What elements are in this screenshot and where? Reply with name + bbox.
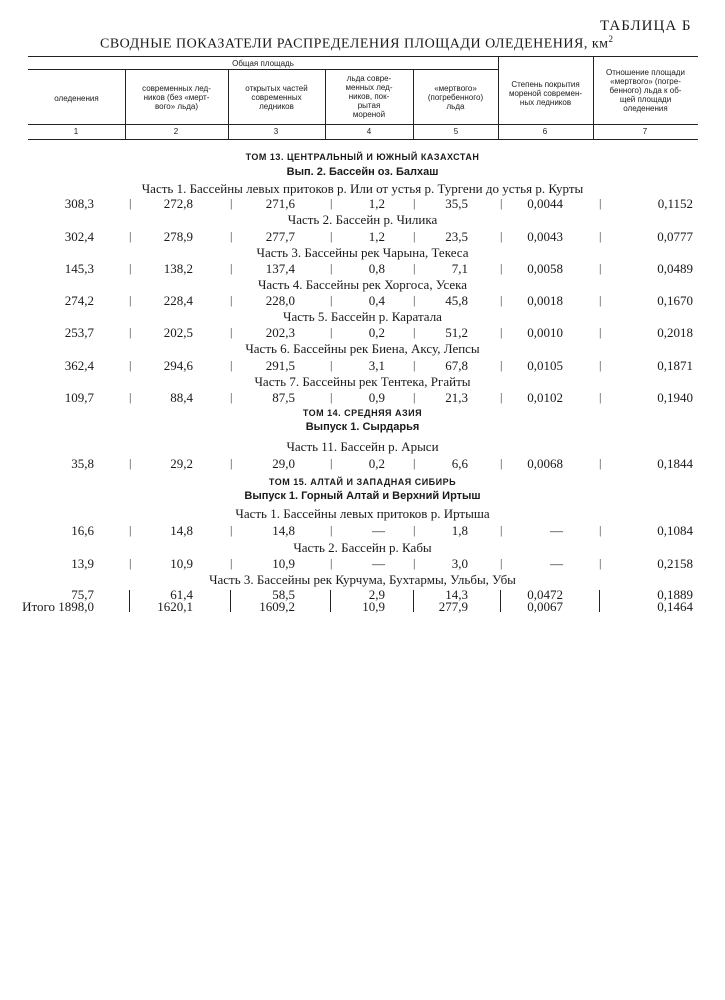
colnum-6: 6	[542, 127, 548, 136]
part-heading: Часть 11. Бассейн р. Арыси	[286, 439, 439, 454]
cell-divider-tick: |	[230, 556, 233, 570]
cell-open: 29,0	[272, 456, 295, 471]
cell-divider-tick: |	[500, 556, 503, 570]
part-heading: Часть 2. Бассейн р. Чилика	[287, 212, 438, 227]
part-heading: Часть 6. Бассейны рек Биена, Аксу, Лепсы	[245, 341, 480, 356]
cell-divider-tick: |	[330, 390, 333, 404]
cell-divider-tick: |	[330, 229, 333, 243]
title-superscript: 2	[608, 34, 614, 44]
cell-open: 137,4	[265, 261, 295, 276]
cell-divider-tick: |	[500, 229, 503, 243]
cell-ratio: 0,1940	[657, 390, 693, 405]
cell-coverage: 0,0068	[527, 456, 563, 471]
cell-moraine: 0,2	[368, 456, 385, 471]
cell-divider-tick: |	[330, 523, 333, 537]
table-row	[0, 293, 725, 309]
table-row	[0, 261, 725, 277]
cell-open: 202,3	[265, 325, 295, 340]
cell-ratio: 0,1871	[657, 358, 693, 373]
cell-divider-tick: |	[330, 325, 333, 339]
cell-moraine: 1,2	[368, 196, 385, 211]
cell-modern: 29,2	[170, 456, 193, 471]
cell-divider-tick: |	[129, 523, 132, 537]
cell-divider-tick: |	[500, 293, 503, 307]
cell-total: 109,7	[64, 390, 94, 405]
cell-coverage: 0,0010	[527, 325, 563, 340]
table-row	[0, 456, 725, 472]
cell-ratio: 0,1084	[657, 523, 693, 538]
cell-open: 14,8	[272, 523, 295, 538]
cell-divider-tick: |	[599, 229, 602, 243]
cell-open: 58,5	[272, 587, 295, 602]
cell-total: 13,9	[71, 556, 94, 571]
cell-modern: 10,9	[170, 556, 193, 571]
cell-divider-tick: |	[500, 456, 503, 470]
cell-dead-ice: 6,6	[451, 456, 468, 471]
cell-open: 277,7	[265, 229, 295, 244]
table-row	[0, 196, 725, 212]
header-group: Общая площадь	[232, 59, 294, 68]
cell-dead-ice: 45,8	[445, 293, 468, 308]
cell-divider-tick: |	[129, 456, 132, 470]
colnum-5: 5	[453, 127, 459, 136]
cell-ratio: 0,2158	[657, 556, 693, 571]
cell-coverage: 0,0018	[527, 293, 563, 308]
cell-total: 308,3	[64, 196, 94, 211]
cell-total: 274,2	[64, 293, 94, 308]
table-row-total	[0, 601, 725, 613]
cell-ratio: 0,0777	[657, 229, 693, 244]
colnum-1: 1	[73, 127, 79, 136]
cell-divider-tick: |	[599, 556, 602, 570]
cell-ratio: 0,1844	[657, 456, 693, 471]
colnum-4: 4	[366, 127, 372, 136]
cell-divider-tick: |	[330, 293, 333, 307]
cell-open: 228,0	[265, 293, 295, 308]
cell-dead-ice: 23,5	[445, 229, 468, 244]
cell-total: 75,7	[71, 587, 94, 602]
cell-divider-tick: |	[500, 358, 503, 372]
cell-divider-tick: |	[230, 358, 233, 372]
cell-open: 291,5	[265, 358, 295, 373]
colnum-2: 2	[173, 127, 179, 136]
cell-divider-tick: |	[330, 261, 333, 275]
part-heading: Часть 3. Бассейны рек Чарына, Текеса	[256, 245, 469, 260]
cell-dead-ice: 21,3	[445, 390, 468, 405]
issue-1-heading: Выпуск 1. Горный Алтай и Верхний Иртыш	[244, 490, 481, 502]
cell-divider-tick: |	[129, 261, 132, 275]
cell-modern: 272,8	[163, 196, 193, 211]
cell-divider-tick: |	[330, 556, 333, 570]
part-heading: Часть 1. Бассейны левых притоков р. Или от устья р. Тургени до устья р. Курты	[141, 181, 584, 196]
cell-total: 253,7	[64, 325, 94, 340]
cell-moraine: 10,9	[362, 599, 385, 614]
cell-ratio: 0,1152	[657, 196, 693, 211]
part-heading: Часть 4. Бассейны рек Хоргоса, Усека	[257, 277, 468, 292]
cell-open: 1609,2	[259, 599, 295, 614]
cell-divider-tick: |	[413, 456, 416, 470]
cell-total: 362,4	[64, 358, 94, 373]
rule-top	[28, 56, 698, 57]
cell-ratio: 0,1670	[657, 293, 693, 308]
row-separator	[413, 590, 414, 612]
cell-moraine: 0,9	[368, 390, 385, 405]
cell-ratio: 0,1464	[657, 599, 693, 614]
cell-divider-tick: |	[129, 390, 132, 404]
cell-divider-tick: |	[500, 523, 503, 537]
cell-divider-tick: |	[230, 293, 233, 307]
cell-dead-ice: 67,8	[445, 358, 468, 373]
cell-divider-tick: |	[599, 390, 602, 404]
cell-divider-tick: |	[599, 196, 602, 210]
cell-open: 10,9	[272, 556, 295, 571]
cell-divider-tick: |	[413, 229, 416, 243]
colnum-7: 7	[642, 127, 648, 136]
cell-coverage: 0,0472	[527, 587, 563, 602]
part-heading: Часть 7. Бассейны рек Тентека, Ргайты	[254, 374, 471, 389]
cell-coverage: 0,0044	[527, 196, 563, 211]
cell-coverage: —	[550, 556, 563, 571]
cell-total: 302,4	[64, 229, 94, 244]
cell-moraine: 0,2	[368, 325, 385, 340]
cell-moraine: 1,2	[368, 229, 385, 244]
cell-divider-tick: |	[330, 456, 333, 470]
cell-modern: 88,4	[170, 390, 193, 405]
rule-colnum-bottom	[28, 139, 698, 140]
cell-divider-tick: |	[230, 456, 233, 470]
cell-divider-tick: |	[599, 456, 602, 470]
cell-ratio: 0,2018	[657, 325, 693, 340]
row-separator	[129, 590, 130, 612]
cell-divider-tick: |	[599, 325, 602, 339]
cell-total: 35,8	[71, 456, 94, 471]
cell-moraine: 2,9	[368, 587, 385, 602]
cell-ratio: 0,0489	[657, 261, 693, 276]
header-col-3: открытых частей современных ледников	[245, 84, 308, 111]
cell-total: 145,3	[64, 261, 94, 276]
title-text: СВОДНЫЕ ПОКАЗАТЕЛИ РАСПРЕДЕЛЕНИЯ ПЛОЩАДИ ОЛЕДЕНЕНИЯ, км	[100, 36, 609, 52]
cell-modern: 1620,1	[157, 599, 193, 614]
row-separator	[230, 590, 231, 612]
cell-divider-tick: |	[413, 358, 416, 372]
cell-divider-tick: |	[413, 390, 416, 404]
rule-header-bottom	[28, 124, 698, 125]
cell-divider-tick: |	[330, 196, 333, 210]
issue-2-heading: Вып. 2. Бассейн оз. Балхаш	[286, 166, 439, 178]
cell-modern: 14,8	[170, 523, 193, 538]
cell-divider-tick: |	[500, 261, 503, 275]
cell-divider-tick: |	[413, 196, 416, 210]
cell-coverage: 0,0102	[527, 390, 563, 405]
cell-moraine: 0,4	[368, 293, 385, 308]
cell-divider-tick: |	[599, 358, 602, 372]
cell-divider-tick: |	[129, 556, 132, 570]
cell-divider-tick: |	[230, 229, 233, 243]
cell-divider-tick: |	[129, 325, 132, 339]
cell-open: 87,5	[272, 390, 295, 405]
cell-divider-tick: |	[599, 261, 602, 275]
cell-divider-tick: |	[230, 196, 233, 210]
row-separator	[330, 590, 331, 612]
part-heading: Часть 1. Бассейны левых притоков р. Иртыша	[235, 506, 490, 521]
part-heading: Часть 5. Бассейн р. Каратала	[283, 309, 442, 324]
cell-coverage: 0,0058	[527, 261, 563, 276]
part-heading: Часть 3. Бассейны рек Курчума, Бухтармы, Ульбы, Убы	[209, 572, 516, 587]
cell-coverage: 0,0043	[527, 229, 563, 244]
cell-modern: 228,4	[163, 293, 193, 308]
cell-dead-ice: 35,5	[445, 196, 468, 211]
row-separator	[599, 590, 600, 612]
cell-moraine: —	[372, 523, 385, 538]
table-row	[0, 523, 725, 539]
volume-14-heading: ТОМ 14. СРЕДНЯЯ АЗИЯ	[302, 408, 423, 418]
header-col-5: «мертвого» (погребенного) льда	[427, 84, 484, 111]
header-col-1: оледенения	[54, 94, 99, 103]
table-row	[0, 229, 725, 245]
cell-divider-tick: |	[129, 229, 132, 243]
cell-ratio: 0,1889	[657, 587, 693, 602]
cell-moraine: 0,8	[368, 261, 385, 276]
cell-divider-tick: |	[230, 261, 233, 275]
cell-divider-tick: |	[599, 293, 602, 307]
table-row	[0, 325, 725, 341]
colnum-3: 3	[273, 127, 279, 136]
cell-moraine: —	[372, 556, 385, 571]
table-row	[0, 358, 725, 374]
cell-dead-ice: 277,9	[438, 599, 468, 614]
cell-modern: 202,5	[163, 325, 193, 340]
cell-divider-tick: |	[599, 523, 602, 537]
cell-divider-tick: |	[413, 293, 416, 307]
cell-divider-tick: |	[413, 261, 416, 275]
cell-divider-tick: |	[230, 523, 233, 537]
header-col-7: Отношение площади «мертвого» (погре- бенного) льда к об- щей площади оледенения	[606, 68, 685, 113]
cell-divider-tick: |	[413, 325, 416, 339]
part-heading: Часть 2. Бассейн р. Кабы	[293, 540, 432, 555]
cell-total: 16,6	[71, 523, 94, 538]
cell-divider-tick: |	[500, 196, 503, 210]
cell-dead-ice: 14,3	[445, 587, 468, 602]
issue-1-heading: Выпуск 1. Сырдарья	[305, 421, 420, 433]
cell-coverage: 0,0105	[527, 358, 563, 373]
volume-13-heading: ТОМ 13. ЦЕНТРАЛЬНЫЙ И ЮЖНЫЙ КАЗАХСТАН	[245, 152, 480, 162]
cell-coverage: 0,0067	[527, 599, 563, 614]
cell-divider-tick: |	[500, 390, 503, 404]
cell-dead-ice: 3,0	[451, 556, 468, 571]
table-title	[100, 34, 614, 53]
cell-divider-tick: |	[129, 196, 132, 210]
table-row	[0, 556, 725, 572]
header-col-2: современных лед- ников (без «мерт- вого» льда)	[142, 84, 211, 111]
rule-group	[28, 69, 498, 70]
cell-dead-ice: 1,8	[451, 523, 468, 538]
cell-divider-tick: |	[500, 325, 503, 339]
cell-total: Итого 1898,0	[22, 599, 94, 614]
header-col-6: Степень покрытия мореной современ- ных ледников	[508, 80, 583, 107]
cell-dead-ice: 7,1	[451, 261, 468, 276]
cell-divider-tick: |	[129, 358, 132, 372]
row-separator	[500, 590, 501, 612]
cell-dead-ice: 51,2	[445, 325, 468, 340]
volume-15-heading: ТОМ 15. АЛТАЙ И ЗАПАДНАЯ СИБИРЬ	[268, 477, 457, 487]
cell-open: 271,6	[265, 196, 295, 211]
table-label: ТАБЛИЦА Б	[600, 18, 692, 34]
cell-divider-tick: |	[129, 293, 132, 307]
cell-modern: 61,4	[170, 587, 193, 602]
table-row	[0, 390, 725, 406]
cell-divider-tick: |	[413, 556, 416, 570]
cell-divider-tick: |	[230, 390, 233, 404]
cell-modern: 138,2	[163, 261, 193, 276]
cell-divider-tick: |	[413, 523, 416, 537]
cell-divider-tick: |	[230, 325, 233, 339]
cell-moraine: 3,1	[368, 358, 385, 373]
header-col-4: льда совре- менных лед- ников, пок- рытая мореной	[345, 74, 393, 119]
cell-divider-tick: |	[330, 358, 333, 372]
cell-coverage: —	[550, 523, 563, 538]
cell-modern: 294,6	[163, 358, 193, 373]
cell-modern: 278,9	[163, 229, 193, 244]
